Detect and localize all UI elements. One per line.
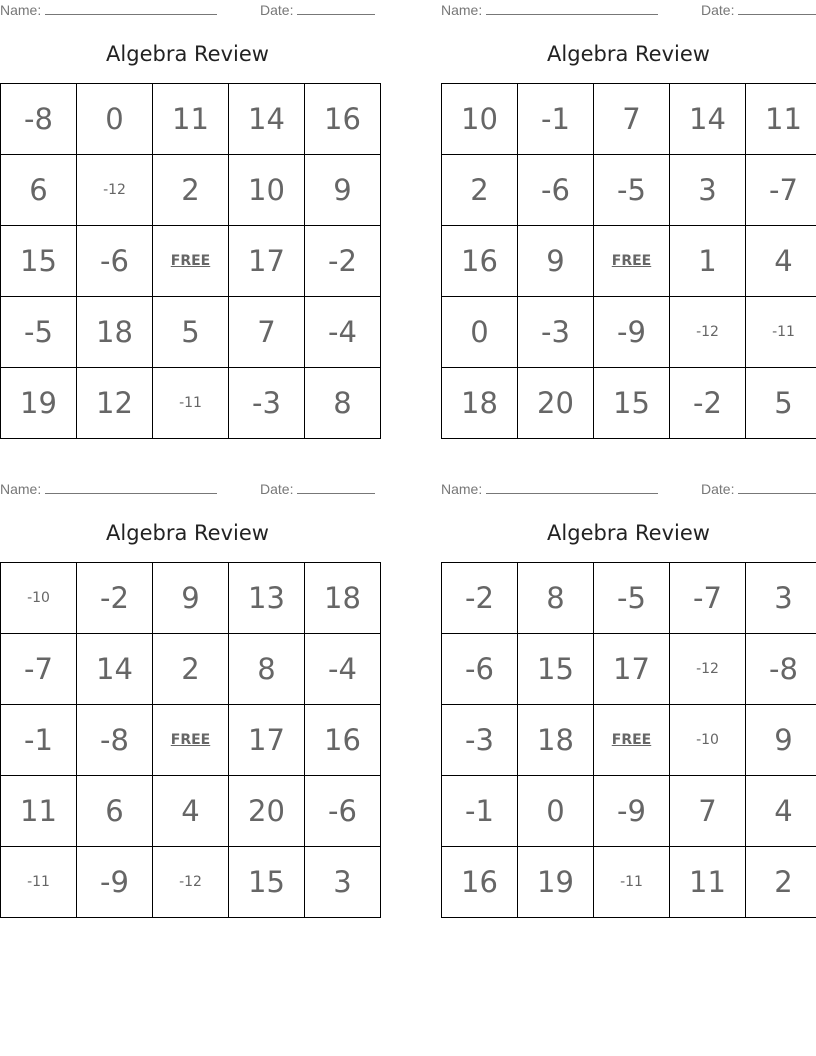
grid-cell: 1 [670,226,746,297]
card-title: Algebra Review [547,521,710,545]
grid-cell: 5 [153,297,229,368]
card-title: Algebra Review [106,42,269,66]
date-field [701,2,816,18]
name-label: Name: [441,481,483,497]
grid-cell: 7 [670,776,746,847]
grid-cell: -2 [442,563,518,634]
grid-row [1,776,381,847]
name-label: Name: [0,481,42,497]
grid-cell: 4 [746,776,816,847]
bingo-grid [441,562,816,918]
grid-cell: 15 [518,634,594,705]
grid-cell: 20 [518,368,594,439]
grid-cell: 9 [305,155,381,226]
grid-row [442,634,816,705]
grid-cell: -8 [1,84,77,155]
grid-cell: -12 [153,847,229,918]
grid-cell: 8 [229,634,305,705]
date-blank-line [738,482,816,494]
grid-cell: -8 [746,634,816,705]
grid-row [442,368,816,439]
grid-cell: -6 [518,155,594,226]
name-field [0,481,217,497]
grid-cell: 20 [229,776,305,847]
grid-cell: 9 [746,705,816,776]
grid-cell: 14 [229,84,305,155]
grid-row [1,705,381,776]
grid-cell: 9 [153,563,229,634]
grid-cell: 2 [746,847,816,918]
grid-cell: -6 [442,634,518,705]
free-space: FREE [594,705,670,776]
grid-cell: 18 [442,368,518,439]
grid-cell: 7 [229,297,305,368]
grid-cell: -9 [594,297,670,368]
grid-cell: -6 [305,776,381,847]
grid-row [442,297,816,368]
grid-cell: 4 [746,226,816,297]
grid-cell: -2 [77,563,153,634]
grid-cell: -4 [305,634,381,705]
name-field [441,2,658,18]
grid-cell: 15 [229,847,305,918]
grid-row [442,847,816,918]
grid-cell: 15 [594,368,670,439]
bingo-card [0,0,375,435]
grid-row [442,563,816,634]
grid-row [442,84,816,155]
date-label: Date: [260,481,294,497]
grid-cell: -7 [670,563,746,634]
grid-cell: 18 [518,705,594,776]
grid-cell: -11 [1,847,77,918]
grid-row [442,705,816,776]
name-field [0,2,217,18]
grid-cell: 3 [670,155,746,226]
grid-cell: -12 [670,634,746,705]
grid-cell: -9 [594,776,670,847]
grid-cell: -4 [305,297,381,368]
free-space: FREE [153,226,229,297]
grid-cell: 2 [153,634,229,705]
grid-row [1,84,381,155]
card-title: Algebra Review [106,521,269,545]
grid-cell: 2 [442,155,518,226]
grid-row [1,155,381,226]
grid-row [442,776,816,847]
bingo-grid [441,83,816,439]
grid-cell: 5 [746,368,816,439]
grid-cell: 0 [442,297,518,368]
grid-cell: 6 [77,776,153,847]
grid-cell: 17 [229,226,305,297]
grid-cell: 16 [442,847,518,918]
bingo-grid [0,562,381,918]
grid-cell: 7 [594,84,670,155]
grid-cell: 13 [229,563,305,634]
grid-cell: -8 [77,705,153,776]
grid-row [1,368,381,439]
date-blank-line [738,3,816,15]
grid-cell: 0 [77,84,153,155]
name-label: Name: [0,2,42,18]
grid-cell: 17 [229,705,305,776]
grid-row [1,226,381,297]
grid-cell: -3 [442,705,518,776]
grid-cell: 16 [442,226,518,297]
date-blank-line [297,482,375,494]
grid-cell: -1 [1,705,77,776]
date-blank-line [297,3,375,15]
bingo-card [0,479,375,914]
grid-cell: 14 [77,634,153,705]
date-label: Date: [701,2,735,18]
grid-cell: -12 [77,155,153,226]
grid-cell: -2 [670,368,746,439]
grid-cell: 19 [518,847,594,918]
grid-cell: -5 [1,297,77,368]
grid-row [1,634,381,705]
grid-cell: 19 [1,368,77,439]
grid-cell: 10 [229,155,305,226]
grid-cell: -2 [305,226,381,297]
grid-cell: 16 [305,84,381,155]
grid-cell: 11 [670,847,746,918]
grid-cell: 3 [746,563,816,634]
name-blank-line [486,3,658,15]
grid-cell: -10 [1,563,77,634]
grid-cell: -12 [670,297,746,368]
grid-cell: 4 [153,776,229,847]
bingo-grid [0,83,381,439]
grid-cell: 10 [442,84,518,155]
grid-cell: -3 [518,297,594,368]
grid-cell: 18 [77,297,153,368]
bingo-card [441,479,816,914]
grid-cell: -7 [746,155,816,226]
grid-cell: 16 [305,705,381,776]
card-title: Algebra Review [547,42,710,66]
name-blank-line [45,482,217,494]
grid-row [1,563,381,634]
grid-cell: -11 [153,368,229,439]
date-field [260,481,375,497]
grid-cell: -6 [77,226,153,297]
date-field [701,481,816,497]
free-space: FREE [594,226,670,297]
grid-row [442,155,816,226]
bingo-card [441,0,816,435]
grid-cell: 15 [1,226,77,297]
grid-cell: 14 [670,84,746,155]
grid-cell: -11 [594,847,670,918]
grid-cell: -3 [229,368,305,439]
grid-cell: -1 [518,84,594,155]
name-blank-line [486,482,658,494]
grid-row [442,226,816,297]
grid-cell: 3 [305,847,381,918]
date-label: Date: [701,481,735,497]
grid-cell: 11 [746,84,816,155]
grid-cell: -1 [442,776,518,847]
grid-cell: -5 [594,155,670,226]
date-field [260,2,375,18]
grid-cell: 11 [1,776,77,847]
name-label: Name: [441,2,483,18]
grid-cell: 8 [518,563,594,634]
name-blank-line [45,3,217,15]
grid-cell: -10 [670,705,746,776]
grid-cell: -5 [594,563,670,634]
grid-cell: 17 [594,634,670,705]
grid-cell: -9 [77,847,153,918]
grid-cell: 8 [305,368,381,439]
grid-row [1,847,381,918]
date-label: Date: [260,2,294,18]
grid-cell: 0 [518,776,594,847]
grid-cell: 6 [1,155,77,226]
free-space: FREE [153,705,229,776]
grid-cell: 18 [305,563,381,634]
grid-row [1,297,381,368]
grid-cell: -11 [746,297,816,368]
grid-cell: 9 [518,226,594,297]
grid-cell: 12 [77,368,153,439]
name-field [441,481,658,497]
grid-cell: -7 [1,634,77,705]
grid-cell: 11 [153,84,229,155]
grid-cell: 2 [153,155,229,226]
